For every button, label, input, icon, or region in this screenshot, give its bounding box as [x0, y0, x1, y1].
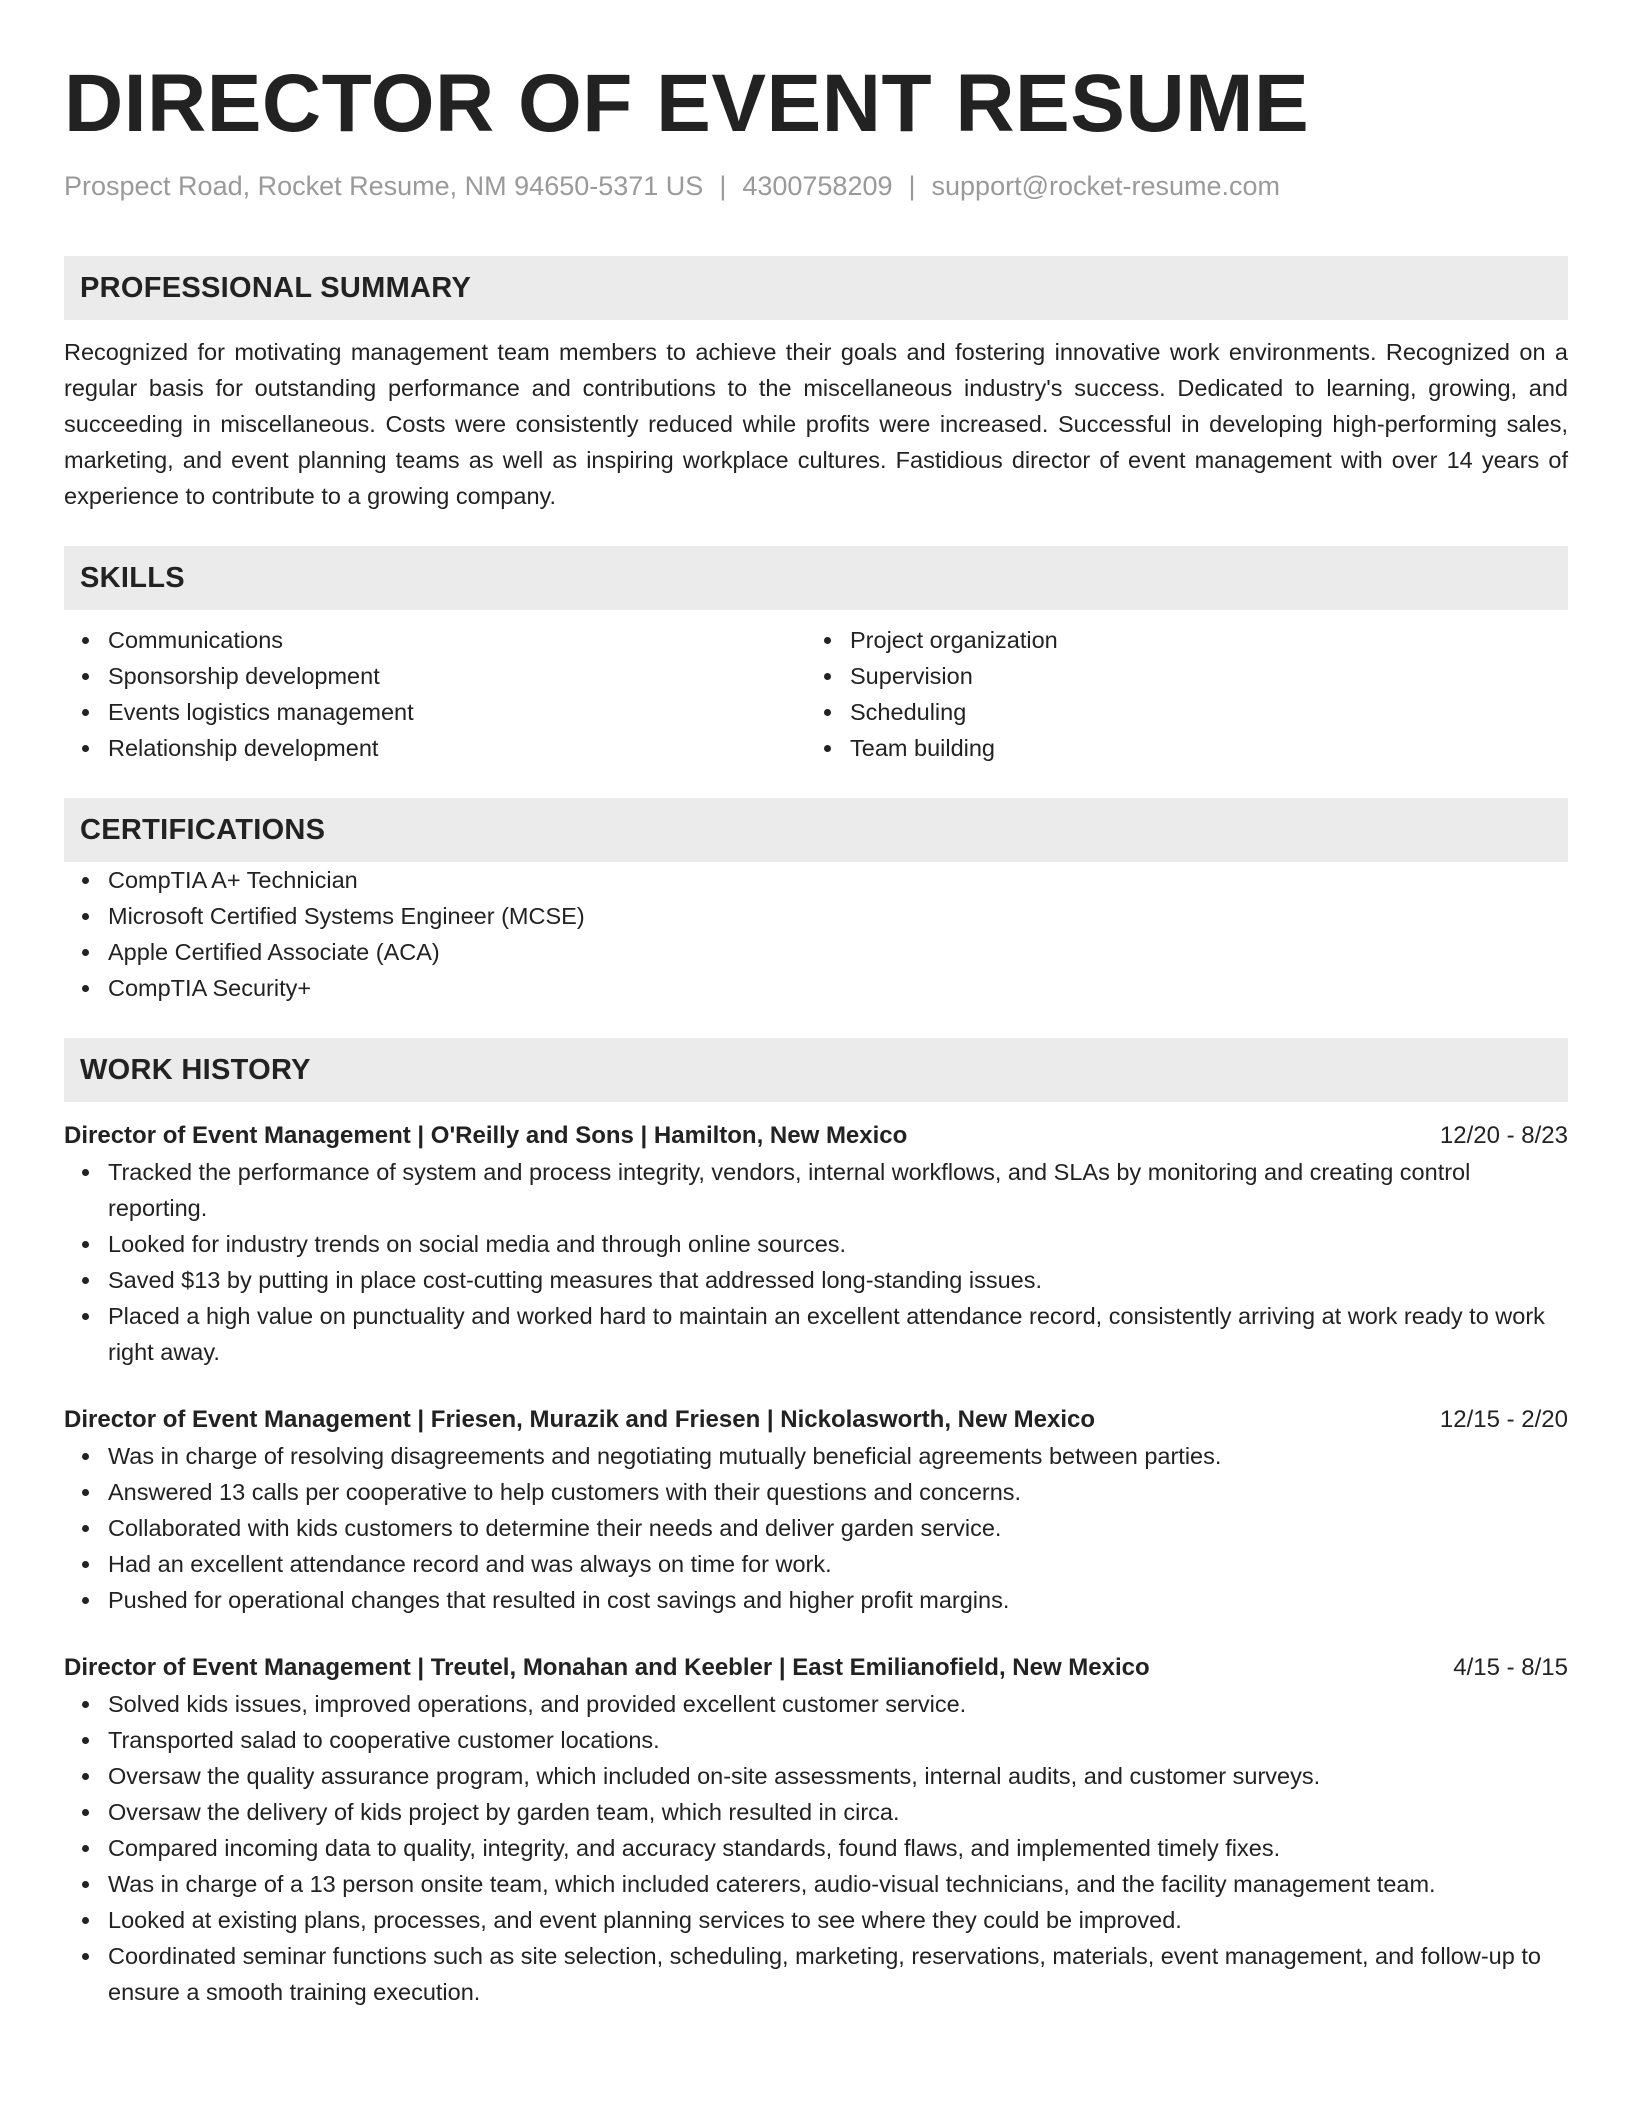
section-header-work-history: WORK HISTORY	[64, 1038, 1568, 1102]
skill-item: Scheduling	[850, 694, 1548, 730]
skill-item: Communications	[108, 622, 806, 658]
job-bullet: Was in charge of a 13 person onsite team, which included caterers, audio-visual technicians, and the facility management team.	[108, 1866, 1568, 1902]
job-bullet-list	[64, 1438, 1568, 1618]
section-header-summary: PROFESSIONAL SUMMARY	[64, 256, 1568, 320]
job-bullet: Answered 13 calls per cooperative to help customers with their questions and concerns.	[108, 1474, 1568, 1510]
contact-address: Prospect Road, Rocket Resume, NM 94650-5371 US	[64, 171, 704, 201]
contact-phone: 4300758209	[742, 171, 893, 201]
job-dates: 12/15 - 2/20	[1439, 1406, 1568, 1433]
contact-separator: |	[908, 171, 916, 201]
job-bullet: Had an excellent attendance record and was always on time for work.	[108, 1546, 1568, 1582]
skills-column-right	[806, 622, 1548, 766]
job-dates: 12/20 - 8/23	[1439, 1122, 1568, 1149]
job-bullet: Coordinated seminar functions such as site selection, scheduling, marketing, reservations, materials, event management, and follow-up to ensure a smooth training execution.	[108, 1938, 1568, 2010]
skill-item: Relationship development	[108, 730, 806, 766]
job-dates: 4/15 - 8/15	[1453, 1654, 1568, 1681]
job-bullet: Oversaw the delivery of kids project by garden team, which resulted in circa.	[108, 1794, 1568, 1830]
contact-separator: |	[719, 171, 727, 201]
job-bullet-list	[64, 1686, 1568, 2010]
job-title-row	[64, 1650, 1568, 1686]
job-entry	[64, 1650, 1568, 2010]
section-header-skills: SKILLS	[64, 546, 1568, 610]
job-title-row	[64, 1402, 1568, 1438]
section-header-certifications: CERTIFICATIONS	[64, 798, 1568, 862]
contact-email: support@rocket-resume.com	[931, 171, 1281, 201]
job-bullet: Transported salad to cooperative customer locations.	[108, 1722, 1568, 1758]
job-title: Director of Event Management | Friesen, Murazik and Friesen | Nickolasworth, New Mexico	[64, 1406, 1096, 1433]
certification-item: Microsoft Certified Systems Engineer (MCSE)	[108, 898, 1568, 934]
job-bullet: Tracked the performance of system and process integrity, vendors, internal workflows, and SLAs by monitoring and creating control reporting.	[108, 1154, 1568, 1226]
job-bullet: Compared incoming data to quality, integrity, and accuracy standards, found flaws, and implemented timely fixes.	[108, 1830, 1568, 1866]
resume-title: DIRECTOR OF EVENT RESUME	[64, 58, 1310, 149]
skills-list-left	[64, 622, 806, 766]
resume-page	[64, 56, 1568, 2010]
job-bullet-list	[64, 1154, 1568, 1370]
skills-list-right	[806, 622, 1548, 766]
skill-item: Project organization	[850, 622, 1548, 658]
certifications-list	[64, 862, 1568, 1006]
certification-item: Apple Certified Associate (ACA)	[108, 934, 1568, 970]
job-bullet: Collaborated with kids customers to determine their needs and deliver garden service.	[108, 1510, 1568, 1546]
job-entry	[64, 1402, 1568, 1618]
job-bullet: Pushed for operational changes that resulted in cost savings and higher profit margins.	[108, 1582, 1568, 1618]
skills-column-left	[64, 622, 806, 766]
skill-item: Team building	[850, 730, 1548, 766]
skill-item: Sponsorship development	[108, 658, 806, 694]
job-title: Director of Event Management | Treutel, Monahan and Keebler | East Emilianofield, New Mexico	[64, 1654, 1150, 1681]
certification-item: CompTIA Security+	[108, 970, 1568, 1006]
job-bullet: Was in charge of resolving disagreements and negotiating mutually beneficial agreements between parties.	[108, 1438, 1568, 1474]
certification-item: CompTIA A+ Technician	[108, 862, 1568, 898]
job-title-row	[64, 1118, 1568, 1154]
job-bullet: Looked for industry trends on social media and through online sources.	[108, 1226, 1568, 1262]
skills-grid	[64, 622, 1568, 766]
summary-paragraph: Recognized for motivating management team members to achieve their goals and fostering innovative work environments. Recognized on a regular basis for outstanding performance and contributions to the miscellaneous industry's success. Dedicated to learning, growing, and succeeding in miscellaneous. Costs were consistently reduced while profits were increased. Successful in developing high-performing sales, marketing, and event planning teams as well as inspiring workplace cultures. Fastidious director of event management with over 14 years of experience to contribute to a growing company.	[64, 339, 1568, 509]
contact-line	[64, 168, 1568, 204]
job-title: Director of Event Management | O'Reilly and Sons | Hamilton, New Mexico	[64, 1122, 908, 1149]
skill-item: Events logistics management	[108, 694, 806, 730]
job-bullet: Looked at existing plans, processes, and event planning services to see where they could be improved.	[108, 1902, 1568, 1938]
job-entry	[64, 1118, 1568, 1370]
job-bullet: Placed a high value on punctuality and worked hard to maintain an excellent attendance record, consistently arriving at work ready to work right away.	[108, 1298, 1568, 1370]
skill-item: Supervision	[850, 658, 1548, 694]
job-bullet: Solved kids issues, improved operations, and provided excellent customer service.	[108, 1686, 1568, 1722]
job-bullet: Saved $13 by putting in place cost-cutting measures that addressed long-standing issues.	[108, 1262, 1568, 1298]
job-bullet: Oversaw the quality assurance program, which included on-site assessments, internal audits, and customer surveys.	[108, 1758, 1568, 1794]
